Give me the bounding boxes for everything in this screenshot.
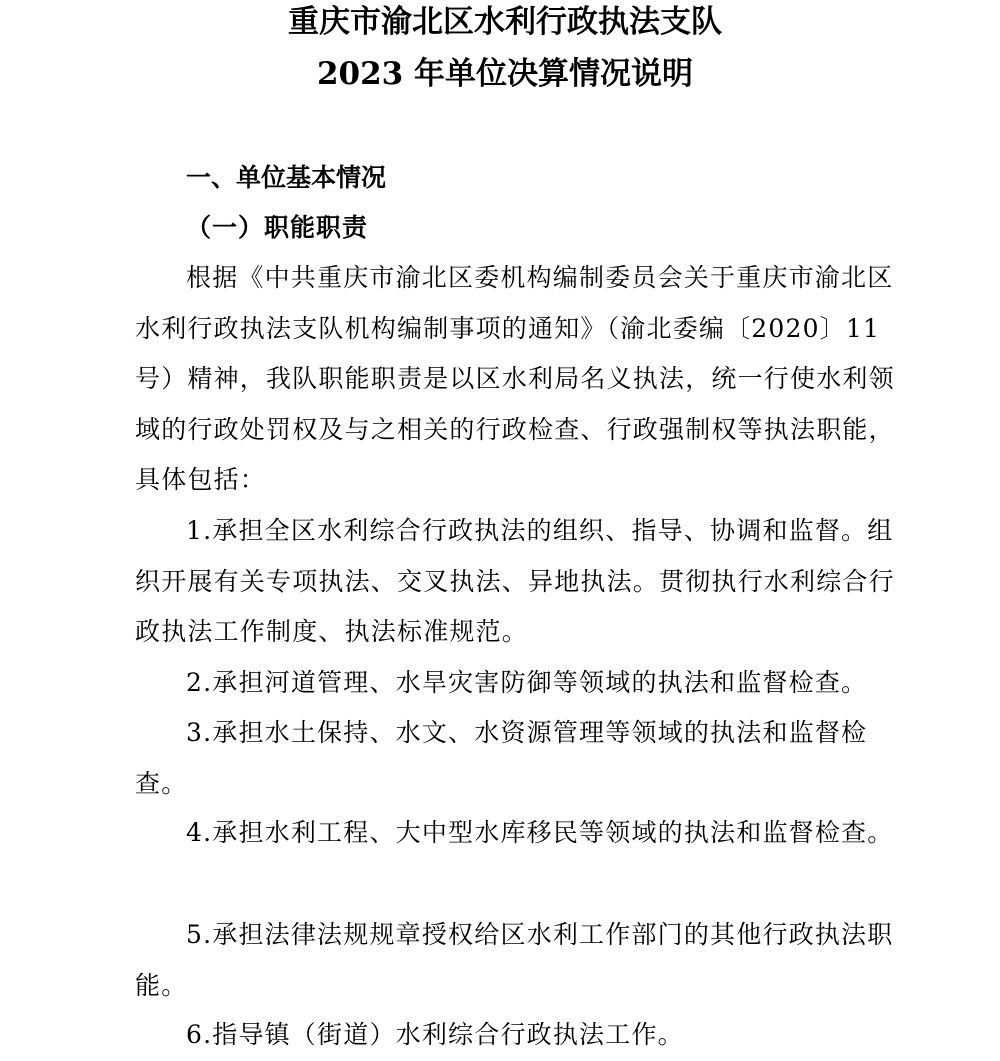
duty-item-2: 2.承担河道管理、水旱灾害防御等领域的执法和监督检查。 bbox=[186, 668, 868, 697]
duty-item-1: 1.承担全区水利综合行政执法的组织、指导、协调和监督。组织开展有关专项执法、交叉执法、异地执法。贯彻执行水利综合行政执法工作制度、执法标准规范。 bbox=[135, 516, 895, 646]
document-title-line-1: 重庆市渝北区水利行政执法支队 bbox=[288, 4, 722, 40]
subsection-heading-duties: （一）职能职责 bbox=[186, 213, 369, 242]
duty-item-4: 4.承担水利工程、大中型水库移民等领域的执法和监督检查。 bbox=[186, 818, 894, 847]
document-title-line-2: 2023 年单位决算情况说明 bbox=[316, 56, 694, 92]
duty-item-3: 3.承担水土保持、水文、水资源管理等领域的执法和监督检查。 bbox=[135, 718, 868, 798]
duty-item-6: 6.指导镇（街道）水利综合行政执法工作。 bbox=[186, 1020, 684, 1049]
intro-paragraph: 根据《中共重庆市渝北区委机构编制委员会关于重庆市渝北区水利行政执法支队机构编制事项的通知》（渝北委编〔2020〕11 号）精神，我队职能职责是以区水利局名义执法，统一行使水利领域的行政处罚权及与之相关的行政检查、行政强制权等执法职能，具体包括： bbox=[135, 263, 895, 494]
duty-item-5: 5.承担法律法规规章授权给区水利工作部门的其他行政执法职能。 bbox=[135, 920, 894, 1000]
section-heading-basic-info: 一、单位基本情况 bbox=[186, 163, 387, 192]
